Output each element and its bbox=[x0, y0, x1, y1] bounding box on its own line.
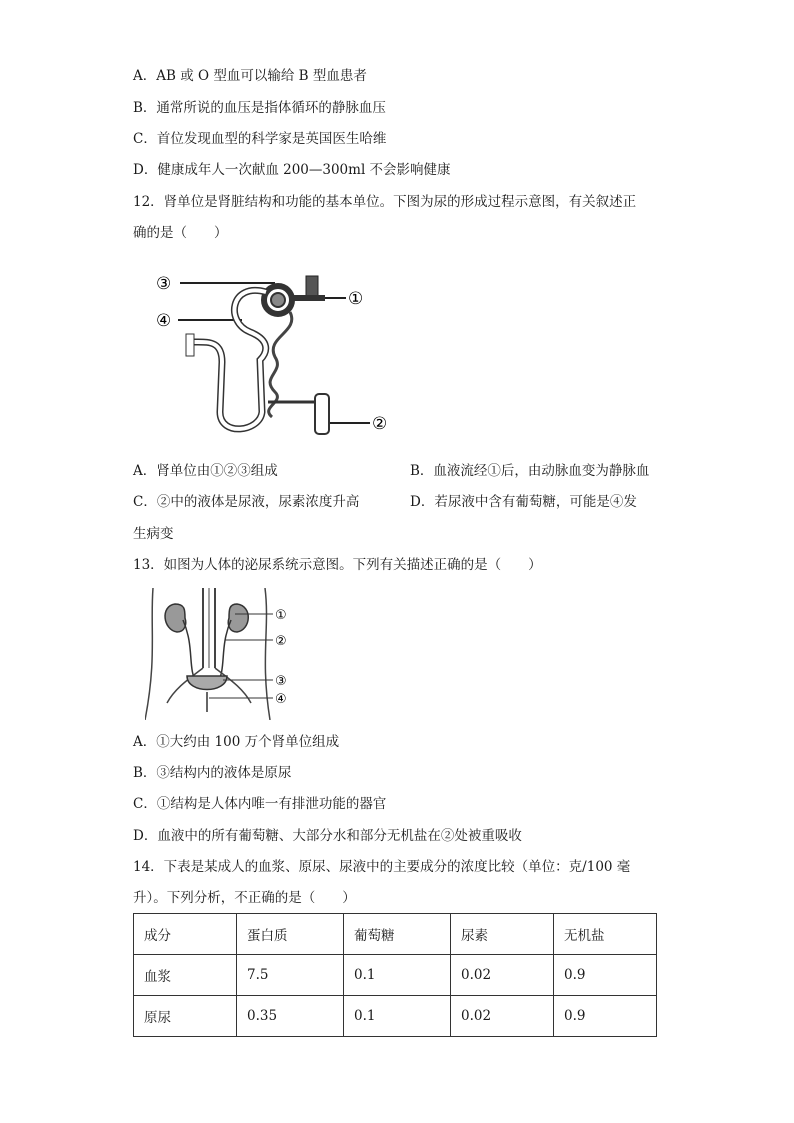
table-cell: 0.1 bbox=[344, 996, 451, 1037]
table-cell: 0.02 bbox=[451, 955, 554, 996]
q11-option-b: B．通常所说的血压是指体循环的静脉血压 bbox=[133, 100, 386, 116]
q13-option-a: A．①大约由 100 万个肾单位组成 bbox=[133, 734, 340, 750]
q12-option-a: A．肾单位由①②③组成 bbox=[133, 463, 278, 479]
q14-stem-line2: 升）。下列分析，不正确的是（ ） bbox=[133, 890, 356, 906]
table-header-cell: 蛋白质 bbox=[237, 914, 344, 955]
q14-stem-line1: 14．下表是某成人的血浆、原尿、尿液中的主要成分的浓度比较（单位：克/100 毫 bbox=[133, 859, 631, 875]
q12-stem-line1: 12．肾单位是肾脏结构和功能的基本单位。下图为尿的形成过程示意图，有关叙述正 bbox=[133, 194, 637, 210]
table-row bbox=[134, 955, 657, 996]
q12-option-d-line2: 生病变 bbox=[133, 526, 174, 542]
q11-option-c: C．首位发现血型的科学家是英国医生哈维 bbox=[133, 131, 387, 147]
q12-option-c: C．②中的液体是尿液，尿素浓度升高 bbox=[133, 494, 360, 510]
urinary-label-3: ③ bbox=[275, 674, 287, 689]
q12-option-b: B．血液流经①后，由动脉血变为静脉血 bbox=[410, 463, 650, 479]
q13-option-d: D．血液中的所有葡萄糖、大部分水和部分无机盐在②处被重吸收 bbox=[133, 828, 522, 844]
table-header-cell: 尿素 bbox=[451, 914, 554, 955]
table-cell: 0.9 bbox=[554, 996, 657, 1037]
q13-option-b: B．③结构内的液体是原尿 bbox=[133, 765, 292, 781]
urinary-label-1: ① bbox=[275, 608, 287, 623]
nephron-label-3: ③ bbox=[156, 274, 172, 294]
q13-stem: 13．如图为人体的泌尿系统示意图。下列有关描述正确的是（ ） bbox=[133, 557, 542, 573]
table-header-cell: 葡萄糖 bbox=[344, 914, 451, 955]
table-cell: 7.5 bbox=[237, 955, 344, 996]
table-cell: 0.02 bbox=[451, 996, 554, 1037]
urinary-system-diagram bbox=[145, 588, 305, 720]
table-cell: 血浆 bbox=[134, 955, 237, 996]
q12-stem-line2: 确的是（ ） bbox=[133, 225, 228, 241]
table-header-cell: 成分 bbox=[134, 914, 237, 955]
q11-option-d: D．健康成年人一次献血 200—300ml 不会影响健康 bbox=[133, 162, 451, 178]
concentration-table bbox=[133, 913, 657, 1037]
table-cell: 0.1 bbox=[344, 955, 451, 996]
table-cell: 0.9 bbox=[554, 955, 657, 996]
q12-option-d-line1: D．若尿液中含有葡萄糖，可能是④发 bbox=[410, 494, 637, 510]
table-cell: 原尿 bbox=[134, 996, 237, 1037]
table-header-row bbox=[134, 914, 657, 955]
nephron-label-4: ④ bbox=[156, 311, 172, 331]
table-cell: 0.35 bbox=[237, 996, 344, 1037]
urinary-label-4: ④ bbox=[275, 692, 287, 707]
nephron-diagram bbox=[150, 262, 410, 442]
q13-option-c: C．①结构是人体内唯一有排泄功能的器官 bbox=[133, 796, 387, 812]
urinary-label-2: ② bbox=[275, 634, 287, 649]
nephron-label-1: ① bbox=[348, 289, 364, 309]
q11-option-a: A．AB 或 O 型血可以输给 B 型血患者 bbox=[133, 68, 367, 84]
table-header-cell: 无机盐 bbox=[554, 914, 657, 955]
nephron-label-2: ② bbox=[372, 414, 388, 434]
table-row bbox=[134, 996, 657, 1037]
